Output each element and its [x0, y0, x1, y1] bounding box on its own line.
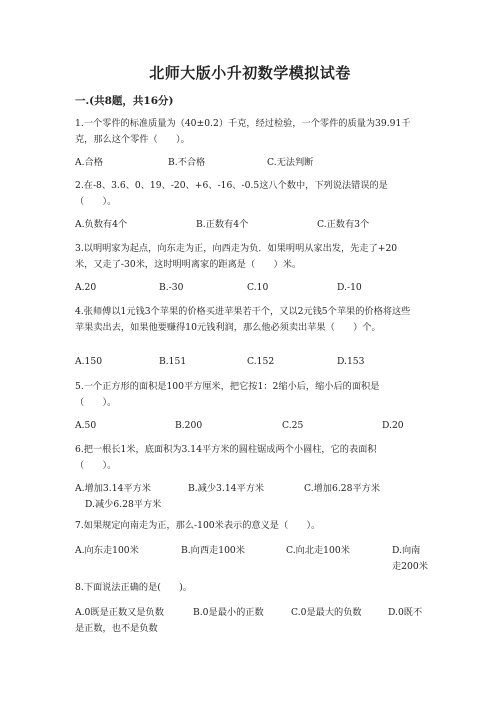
- option-c[interactable]: C.正数有3个: [317, 219, 370, 230]
- option-d[interactable]: D.20: [382, 420, 404, 431]
- question-5: 5.一个正方形的面积是100平方厘米，把它按1：2缩小后，缩小后的面积是（ ）。: [75, 381, 380, 408]
- option-b[interactable]: B.0是最小的正数: [193, 607, 264, 618]
- option-b[interactable]: B.减少3.14平方米: [188, 483, 265, 494]
- question-1: 1.一个零件的标准质量为（40±0.2）千克，经过检验，一个零件的质量为39.91千克，那么这个零件（ ）。: [75, 118, 411, 145]
- option-b[interactable]: B.200: [175, 420, 203, 431]
- option-d[interactable]: D.向南走200米: [392, 545, 428, 572]
- option-a[interactable]: A.合格: [75, 157, 103, 168]
- option-c[interactable]: C.10: [247, 282, 269, 293]
- option-d[interactable]: D.-10: [337, 282, 362, 293]
- option-c[interactable]: C.增加6.28平方米: [304, 483, 381, 494]
- option-a[interactable]: A.向东走100米: [75, 545, 139, 556]
- option-b[interactable]: B.向西走100米: [181, 545, 245, 556]
- question-4: 4.张师傅以1元钱3个苹果的价格买进苹果若干个，又以2元钱5个苹果的价格将这些苹果卖出去，如果他要赚得10元钱利润，那么他必须卖出苹果（ ）个。: [75, 306, 411, 333]
- option-a[interactable]: A.20: [75, 282, 97, 293]
- question-3: 3.以明明家为起点，向东走为正，向西走为负．如果明明从家出发，先走了+20米，又走了-30米，这时明明离家的距离是（ ）米。: [75, 243, 398, 270]
- question-7-options: [75, 543, 428, 573]
- option-b[interactable]: B.正数有4个: [196, 219, 249, 230]
- question-7: 7.如果规定向南走为正，那么-100米表示的意义是（ ）。: [75, 520, 321, 531]
- section-heading: 一.(共8题，共16分): [75, 95, 174, 107]
- option-a[interactable]: A.0既是正数又是负数: [75, 607, 164, 618]
- option-b[interactable]: B.不合格: [168, 157, 206, 168]
- option-c[interactable]: C.0是最大的负数: [291, 607, 362, 618]
- option-a[interactable]: A.50: [75, 420, 97, 431]
- option-b[interactable]: B.151: [159, 356, 187, 367]
- option-a[interactable]: A.负数有4个: [75, 219, 128, 230]
- option-d[interactable]: D.153: [337, 356, 365, 367]
- option-d[interactable]: D.减少6.28平方米: [85, 498, 162, 510]
- option-d-text: D.0既不是正数，也不是负数: [75, 607, 423, 634]
- option-c[interactable]: C.25: [282, 420, 304, 431]
- option-a[interactable]: A.增加3.14平方米: [75, 483, 151, 494]
- option-a[interactable]: A.150: [75, 356, 103, 367]
- option-d[interactable]: [75, 605, 425, 636]
- option-c[interactable]: C.152: [247, 356, 275, 367]
- question-6-options: [75, 481, 425, 511]
- option-c[interactable]: C.向北走100米: [286, 545, 350, 556]
- option-b[interactable]: B.-30: [159, 282, 184, 293]
- question-8-options: [75, 605, 425, 635]
- question-6: 6.把一根长1米，底面积为3.14平方米的圆柱锯成两个小圆柱，它的表面积（ ）。: [75, 444, 377, 471]
- question-8: 8.下面说法正确的是( )。: [75, 582, 192, 593]
- option-c[interactable]: C.无法判断: [267, 157, 314, 168]
- question-2: 2.在-8、3.6、0、19、-20、+6、-16、-0.5这八个数中，下列说法错误的是（ ）。: [75, 180, 388, 207]
- page-title: 北师大版小升初数学模拟试卷: [149, 64, 351, 82]
